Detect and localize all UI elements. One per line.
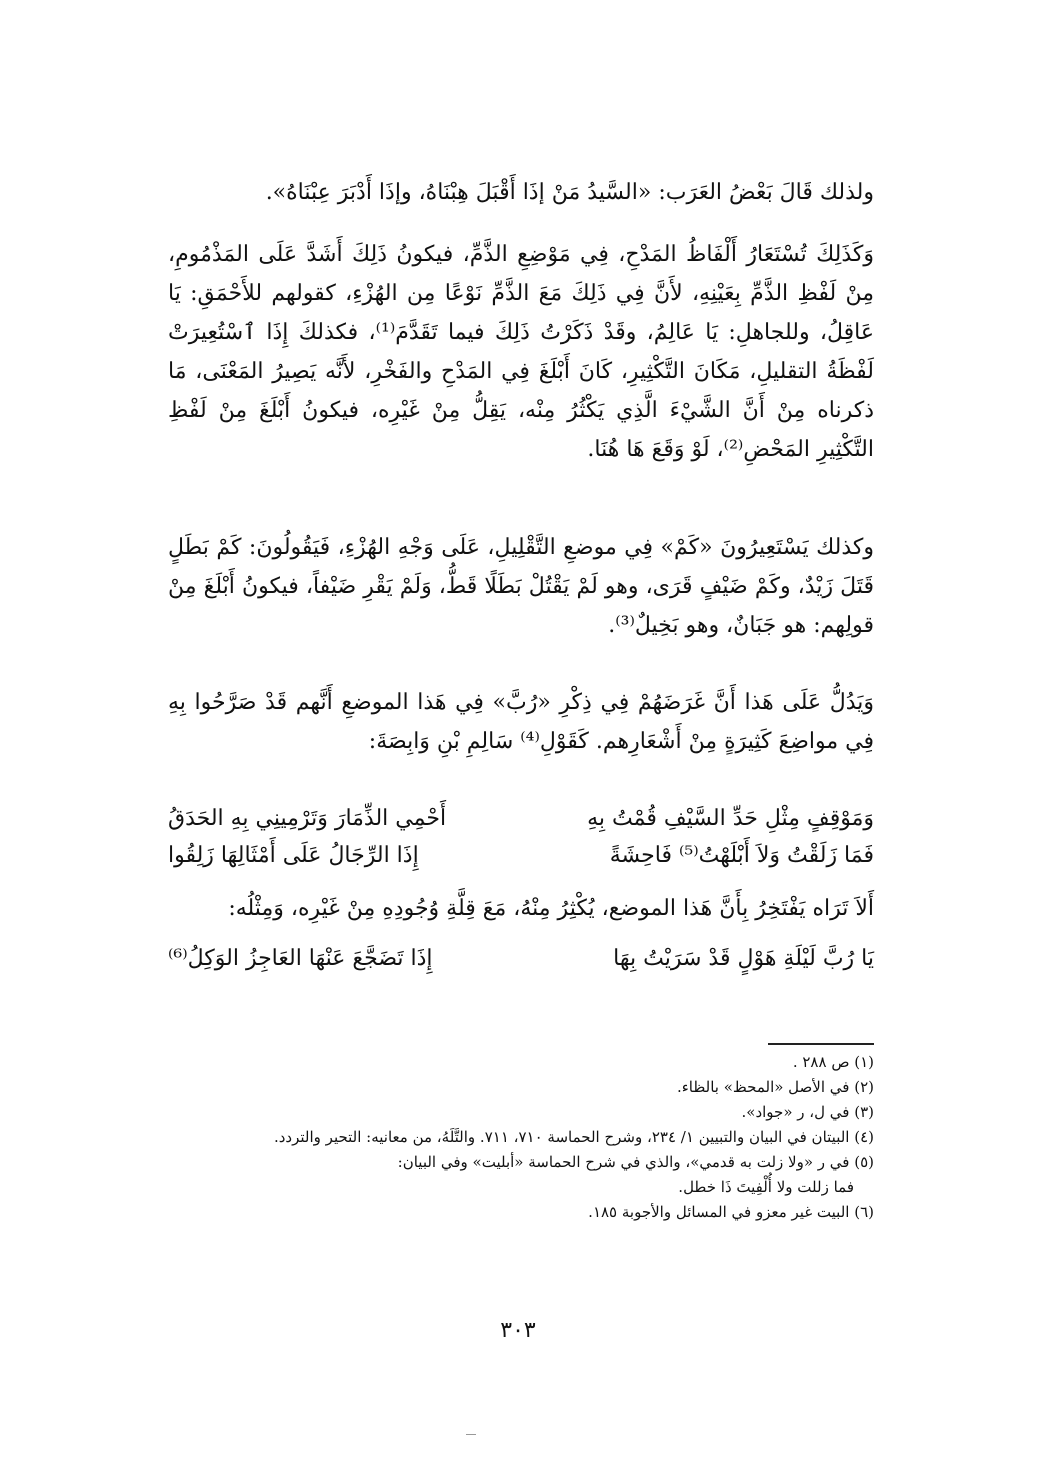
verse-line-3: [168, 946, 874, 971]
verse-line-2: [168, 843, 874, 868]
verse-1-second-hemistich: أَحْمِي الذِّمَارَ وَتَرْمِينِي بِهِ الحَدَقُ: [168, 806, 447, 831]
footnote-5: (٥) في ر «ولا زلت به قدمي»، والذي في شرح الحماسة «أبليت» وفي البيان:: [397, 1153, 874, 1171]
footnotes: [150, 1050, 874, 1225]
footnote-1: (١) ص ٢٨٨ .: [792, 1053, 874, 1071]
paragraph-3: وكذلك يَسْتَعِيرُونَ «كَمْ» فِي موضعِ التَّقْلِيلِ، عَلَى وَجْهِ الهُزْءِ، فَيَقُولُونَ: كَمْ بَطَلٍ قَتَلَ زَيْدٌ، وكَمْ ضَيْفٍ قَرَى، وهو لَمْ يَقْتُلْ بَطَلًا قَطُّ، وَلَمْ يَقْرِ ضَيْفاً، فيكونُ أَبْلَغَ مِنْ قولِهم: هو جَبَانٌ، وهو بَخِيلٌ⁽³⁾.: [168, 535, 874, 638]
paragraph-5: أَلاَ تَرَاه يَفْتَخِرُ بِأَنَّ هَذا الموضع، يُكْثِرُ مِنْهُ، مَعَ قِلَّةِ وُجُودِهِ مِنْ غَيْرِه، وَمِثْلُه:: [228, 896, 874, 921]
footnote-5-continuation: فما زللت ولا أُلْفِيتَ ذَا خطل.: [678, 1178, 854, 1196]
verse-2-first-hemistich: فَمَا زَلَقْتُ وَلاَ أَبْلَهْتُ⁽⁵⁾ فَاحِشَةً: [609, 843, 874, 868]
footnote-separator: [768, 1043, 874, 1045]
verse-1-first-hemistich: وَمَوْقِفٍ مِثْلِ حَدِّ السَّيْفِ قُمْتُ بِهِ: [587, 806, 874, 831]
paragraph-4: وَيَدُلُّ عَلَى هَذا أَنَّ غَرَضَهُمْ فِي ذِكْرِ «رُبَّ» فِي هَذا الموضعِ أَنَّهم قَدْ صَرَّحُوا بِهِ فِي مواضِعَ كَثِيرَةٍ مِنْ أَشْعَارِهم. كَقَوْلِ⁽⁴⁾ سَالِمِ بْنِ وَابِصَةَ:: [168, 690, 874, 754]
verse-3-second-hemistich: إِذَا تَضَجَّعَ عَنْهَا العَاجِزُ الوَكِلُ⁽⁶⁾: [168, 946, 433, 971]
footnote-4: (٤) البيتان في البيان والتبيين ١/ ٢٣٤، وشرح الحماسة ٧١٠، ٧١١. والتَّلَهُ، من معانيه: التحير والتردد.: [273, 1128, 874, 1146]
verse-3-first-hemistich: يَا رُبَّ لَيْلَةِ هَوْلٍ قَدْ سَرَيْتُ بِهَا: [613, 946, 874, 971]
footnote-2: (٢) في الأصل «المحظ» بالظاء.: [676, 1078, 874, 1096]
paragraph-2: وَكَذَلِكَ تُسْتَعَارُ أَلْفَاظُ المَدْحِ، فِي مَوْضِعِ الذَّمِّ، فيكونُ ذَلِكَ أَشَدَّ عَلَى المَذْمُومِ، مِنْ لَفْظِ الذَّمِّ بِعَيْنِهِ، لأَنَّ فِي ذَلِكَ مَعَ الذَّمِّ نَوْعًا مِن الهُزْءِ، كقولهم للأَحْمَقِ: يَا عَاقِلُ، وللجاهلِ: يَا عَالِمُ، وقَدْ ذَكَرْتُ ذَلِكَ فيما تَقَدَّمَ⁽¹⁾، فكذلكَ إِذَا ٱسْتُعِيرَتْ لَفْظَةُ التقليلِ، مَكَانَ التَّكْثِيرِ، كَانَ أَبْلَغَ فِي المَدْحِ والفَخْرِ، لأَنَّه يَصِيرُ المَعْنَى، مَا ذكرناه مِنْ أَنَّ الشَّيْءَ الَّذِي يَكْثُرُ مِنْه، يَقِلُّ مِنْ غَيْرِه، فيكونُ أَبْلَغَ مِنْ لَفْظِ التَّكْثِيرِ المَحْضِ⁽²⁾، لَوْ وَقَعَ هَا هُنَا.: [168, 242, 874, 462]
footnote-6: (٦) البيت غير معزو في المسائل والأجوبة ١٨٥.: [588, 1203, 874, 1221]
verse-line-1: [168, 806, 874, 831]
page-number: ٣٠٣: [500, 1318, 536, 1343]
verse-2-second-hemistich: إِذَا الرِّجَالُ عَلَى أَمْثَالِهَا زَلِقُوا: [168, 843, 419, 868]
footnote-3: (٣) في ل، ر «جواد».: [741, 1103, 874, 1121]
printer-mark: [466, 1434, 476, 1435]
paragraph-1: ولذلك قَالَ بَعْضُ العَرَب: «السَّيدُ مَنْ إذَا أَقْبَلَ هِبْنَاهُ، وإذَا أَدْبَرَ عِبْنَاهُ».: [265, 180, 874, 205]
